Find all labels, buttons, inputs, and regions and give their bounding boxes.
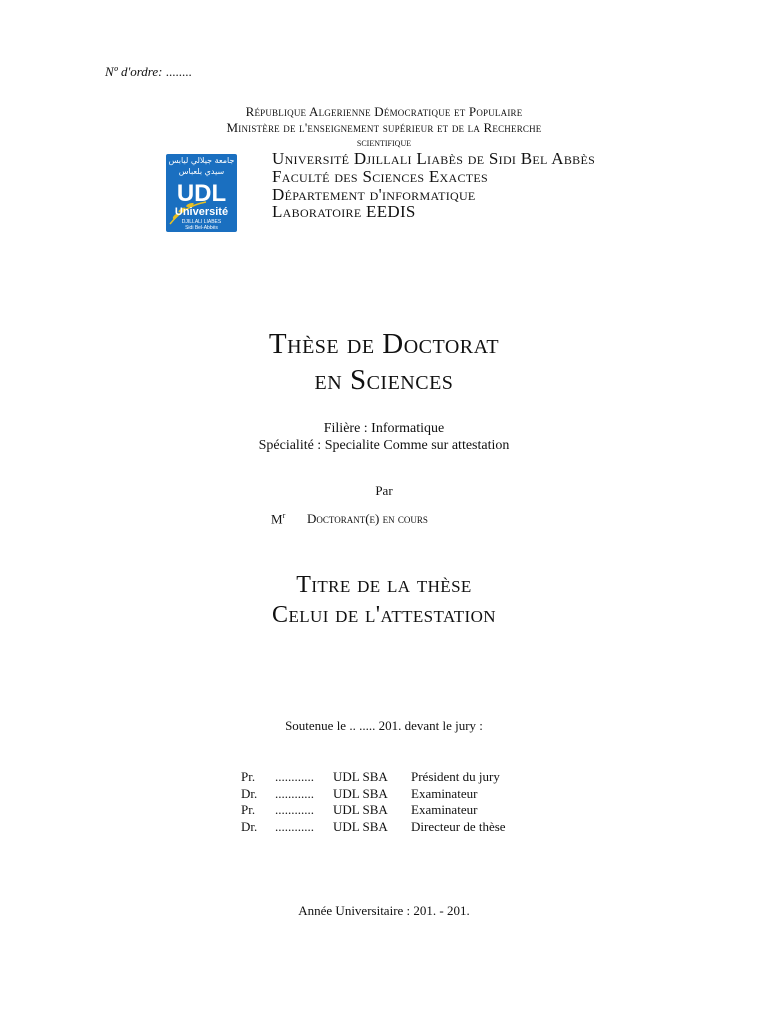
republic-line: République Algerienne Démocratique et Populaire [245, 104, 523, 119]
ministry-line-cont: scientifique [356, 137, 412, 149]
jury-inst: UDL SBA [333, 785, 388, 801]
jury-row [241, 769, 506, 786]
jury-name: ............ [275, 818, 314, 834]
jury-role: Examinateur [411, 785, 478, 801]
jury-title: Pr. [241, 769, 256, 784]
author-title-sup: r [282, 511, 286, 520]
jury-inst: UDL SBA [333, 769, 388, 784]
jury-title: Dr. [241, 818, 258, 834]
jury-role: Examinateur [411, 802, 478, 817]
logo-sub-2: Sidi Bel-Abbès [185, 225, 218, 231]
author-name: Doctorant(e) en cours [307, 511, 428, 526]
specialite: Spécialité : Specialite Comme sur attestation [258, 438, 510, 453]
jury-name: ............ [275, 769, 314, 784]
university-name: Université Djillali Liabès de Sidi Bel Abbès [272, 149, 596, 168]
lab-name: Laboratoire EEDIS [272, 202, 416, 221]
order-number-value: ........ [165, 64, 192, 79]
jury-row [241, 802, 506, 819]
faculty-name: Faculté des Sciences Exactes [272, 167, 489, 186]
jury-row [241, 786, 506, 803]
logo-sub-1: DJILLALI LIABES [181, 219, 222, 225]
thesis-type-line1: Thèse de Doctorat [268, 328, 500, 360]
filiere: Filière : Informatique [323, 421, 445, 436]
par-label: Par [375, 483, 393, 498]
logo-acronym: UDL [176, 180, 227, 207]
jury-inst: UDL SBA [333, 818, 388, 834]
order-number [105, 64, 192, 80]
author-title-m: M [271, 511, 283, 527]
university-logo [166, 154, 237, 232]
logo-arabic-1: جامعة جيلالي ليابس [168, 156, 235, 165]
jury-role: Président du jury [411, 769, 500, 784]
jury-inst: UDL SBA [333, 802, 388, 817]
thesis-title-line1: Titre de la thèse [296, 572, 472, 598]
logo-arabic-2: سيدي بلعباس [178, 167, 225, 176]
order-number-label: Nº d'ordre: [105, 64, 163, 79]
defense-date: Soutenue le .. ..... 201. devant le jury : [285, 718, 483, 733]
thesis-title-line2: Celui de l'attestation [272, 602, 496, 628]
jury-name: ............ [275, 785, 314, 801]
thesis-type-line2: en Sciences [314, 364, 454, 396]
jury-name: ............ [275, 802, 314, 817]
logo-word: Université [174, 206, 229, 218]
jury-row [241, 819, 506, 836]
department-name: Département d'informatique [272, 185, 476, 204]
jury-title: Pr. [241, 802, 256, 817]
jury-title: Dr. [241, 785, 258, 801]
jury-role: Directeur de thèse [411, 818, 506, 834]
ministry-line: Ministère de l'enseignement supérieur et de la Recherche [226, 120, 542, 135]
jury-table [241, 769, 506, 835]
author-title [271, 511, 285, 527]
academic-year: Année Universitaire : 201. - 201. [298, 903, 470, 918]
